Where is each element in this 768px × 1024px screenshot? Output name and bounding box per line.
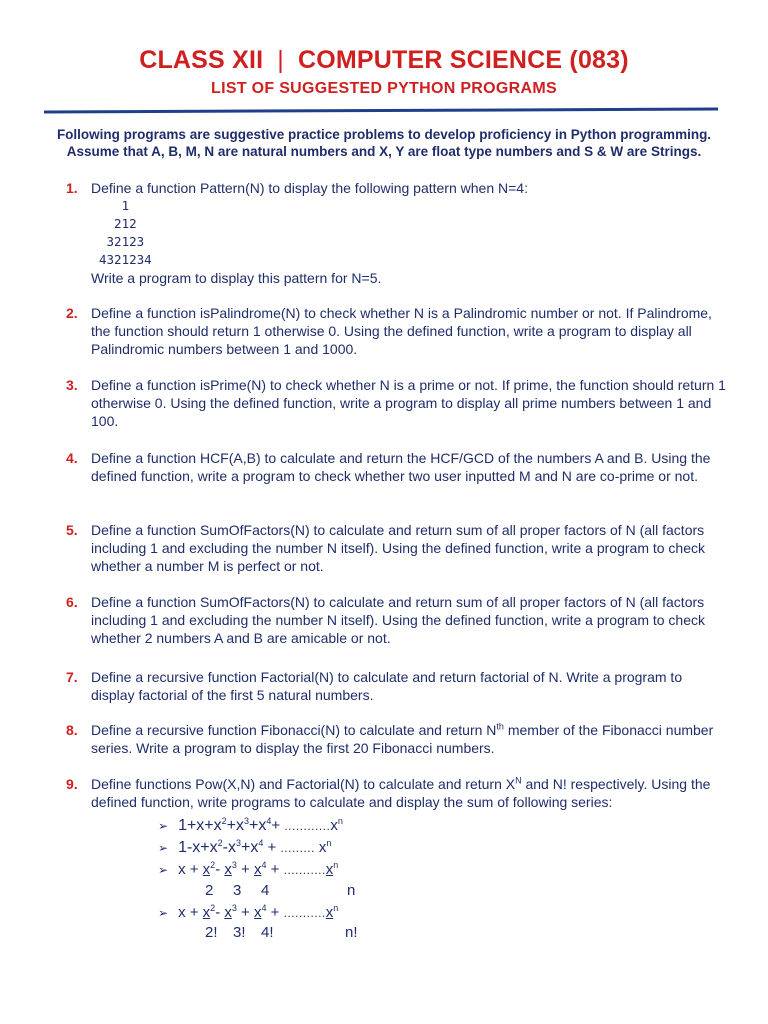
series-term: x + bbox=[178, 904, 203, 921]
item-text-after: and N! respectively. Using the defined function, write programs to calculate and display the sum of following series: bbox=[91, 776, 711, 810]
exponent: 3 bbox=[244, 816, 250, 826]
series-4-denominators bbox=[205, 924, 358, 1009]
program-item-2 bbox=[66, 304, 726, 358]
exponent: 4 bbox=[266, 816, 272, 826]
series-dots: ........... bbox=[283, 863, 326, 877]
denominator: 3! bbox=[233, 924, 246, 941]
series-term: x bbox=[318, 839, 327, 856]
exponent: 3 bbox=[231, 860, 237, 870]
series-term: x bbox=[325, 861, 334, 878]
series-term: 1-x+x bbox=[178, 839, 218, 856]
item-number: 1. bbox=[66, 180, 78, 196]
pattern-line: 1 bbox=[99, 198, 130, 213]
item-text-before: Define functions Pow(X,N) and Factorial(N) to calculate and return X bbox=[91, 776, 516, 792]
denominator: 4! bbox=[261, 924, 274, 941]
series-2 bbox=[158, 839, 331, 857]
series-term: +x bbox=[226, 817, 245, 834]
program-item-7 bbox=[66, 668, 726, 704]
page-subtitle: LIST OF SUGGESTED PYTHON PROGRAMS bbox=[211, 80, 557, 97]
series-term: + bbox=[266, 861, 284, 878]
series-dots: ............ bbox=[284, 819, 331, 833]
series-term: - bbox=[215, 861, 225, 878]
program-item-5 bbox=[66, 521, 726, 575]
series-4 bbox=[158, 904, 338, 921]
denominator: 2! bbox=[205, 924, 218, 941]
item-number: 6. bbox=[66, 594, 78, 610]
series-term: x bbox=[224, 904, 232, 921]
series-term: x bbox=[224, 861, 232, 878]
pattern-line: 212 bbox=[99, 216, 137, 231]
series-term: -x bbox=[222, 839, 236, 856]
program-item-3 bbox=[66, 376, 726, 430]
series-dots: ......... bbox=[280, 841, 319, 855]
item-text-before: Define a recursive function Fibonacci(N) to calculate and return N bbox=[91, 722, 497, 738]
arrow-bullet-icon: ➢ bbox=[158, 819, 169, 833]
series-term: x bbox=[202, 904, 211, 921]
pattern-line: 4321234 bbox=[99, 252, 152, 267]
arrow-bullet-icon: ➢ bbox=[158, 841, 169, 855]
program-item-9 bbox=[66, 775, 726, 811]
series-term: + bbox=[263, 839, 281, 856]
series-term: 1+x+x bbox=[178, 817, 222, 834]
item-text bbox=[91, 721, 726, 757]
item-number: 7. bbox=[66, 669, 78, 685]
exponent: 4 bbox=[258, 838, 264, 848]
arrow-bullet-icon: ➢ bbox=[158, 906, 169, 920]
denominator: n! bbox=[345, 924, 358, 941]
item-text: Define a function HCF(A,B) to calculate and return the HCF/GCD of the numbers A and B. Using the defined function, write a program to check whether two user inputted M and N are co-prime or not. bbox=[91, 450, 711, 484]
denominator: 2 bbox=[205, 882, 214, 899]
exponent: 3 bbox=[231, 903, 237, 913]
series-term: +x bbox=[241, 839, 259, 856]
program-item-8 bbox=[66, 721, 726, 757]
item-number: 9. bbox=[66, 776, 78, 792]
intro-text bbox=[40, 126, 728, 160]
arrow-bullet-icon: ➢ bbox=[158, 863, 169, 877]
exponent: n bbox=[337, 816, 343, 826]
intro-line-2: Assume that A, B, M, N are natural numbers and X, Y are float type numbers and S & W are Strings. bbox=[66, 144, 702, 159]
exponent: 2 bbox=[217, 838, 223, 848]
denominator: 3 bbox=[233, 882, 242, 899]
page-title bbox=[0, 46, 768, 75]
item-text: Define a function SumOfFactors(N) to calculate and return sum of all proper factors of N (all factors including 1 and excluding the number N itself). Using the defined function, write a program to check whether a number M is perfect or not. bbox=[91, 522, 706, 574]
series-term: x bbox=[330, 817, 338, 834]
item-number: 5. bbox=[66, 522, 78, 538]
exponent: n bbox=[333, 860, 339, 870]
series-term: - bbox=[215, 904, 225, 921]
exponent: 2 bbox=[221, 816, 227, 826]
series-3 bbox=[158, 861, 338, 878]
series-term: + bbox=[236, 904, 254, 921]
series-term: + bbox=[271, 817, 285, 834]
header-rule bbox=[44, 108, 718, 114]
superscript: th bbox=[496, 721, 504, 732]
exponent: 4 bbox=[261, 860, 267, 870]
exponent: 2 bbox=[210, 903, 216, 913]
series-term: + bbox=[266, 904, 284, 921]
series-term: x bbox=[253, 861, 262, 878]
item-number: 3. bbox=[66, 377, 78, 393]
item-text: Define a function Pattern(N) to display the following pattern when N=4: bbox=[91, 180, 528, 196]
program-item-6 bbox=[66, 593, 726, 647]
title-separator: | bbox=[277, 46, 284, 74]
item-number: 2. bbox=[66, 305, 78, 321]
item-text-after: member of the Fibonacci number series. Write a program to display the first 20 Fibonacci numbers. bbox=[91, 722, 714, 756]
superscript: N bbox=[515, 775, 522, 786]
pattern-block bbox=[99, 197, 726, 269]
pattern-line: 32123 bbox=[99, 234, 145, 249]
exponent: n bbox=[333, 903, 339, 913]
series-term: x bbox=[202, 861, 211, 878]
series-term: + bbox=[236, 861, 254, 878]
series-1 bbox=[158, 817, 343, 835]
exponent: 2 bbox=[210, 860, 216, 870]
item-text: Define a recursive function Factorial(N) to calculate and return factorial of N. Write a program to display factorial of the first 5 natural numbers. bbox=[91, 669, 683, 703]
item-text: Define a function SumOfFactors(N) to calculate and return sum of all proper factors of N (all factors including 1 and excluding the number N itself). Using the defined function, write a program to check whether 2 numbers A and B are amicable or not. bbox=[91, 594, 706, 646]
series-dots: ........... bbox=[283, 906, 326, 920]
item-number: 4. bbox=[66, 450, 78, 466]
program-item-4 bbox=[66, 449, 726, 485]
item-text bbox=[91, 775, 726, 811]
series-term: x bbox=[325, 904, 334, 921]
series-term: +x bbox=[249, 817, 267, 834]
exponent: 3 bbox=[235, 838, 241, 848]
exponent: 4 bbox=[261, 903, 267, 913]
denominator: 4 bbox=[261, 882, 270, 899]
exponent: n bbox=[326, 838, 332, 848]
item-text-after: Write a program to display this pattern for N=5. bbox=[91, 270, 382, 286]
item-text: Define a function isPrime(N) to check whether N is a prime or not. If prime, the function should return 1 otherwise 0. Using the defined function, write a program to display all prime numbers between 1 and 100. bbox=[91, 377, 726, 429]
denominator: n bbox=[347, 882, 356, 899]
series-term: x + bbox=[178, 861, 203, 878]
intro-line-1: Following programs are suggestive practice problems to develop proficiency in Python programming. bbox=[56, 127, 712, 142]
title-subject: COMPUTER SCIENCE (083) bbox=[297, 46, 629, 74]
series-term: x bbox=[253, 904, 262, 921]
item-text: Define a function isPalindrome(N) to check whether N is a Palindromic number or not. If Palindrome, the function should return 1 otherwise 0. Using the defined function, write a program to display all Palindromic numbers between 1 and 1000. bbox=[91, 305, 712, 357]
program-item-1 bbox=[66, 179, 726, 287]
item-number: 8. bbox=[66, 722, 78, 738]
title-class: CLASS XII bbox=[139, 46, 264, 74]
